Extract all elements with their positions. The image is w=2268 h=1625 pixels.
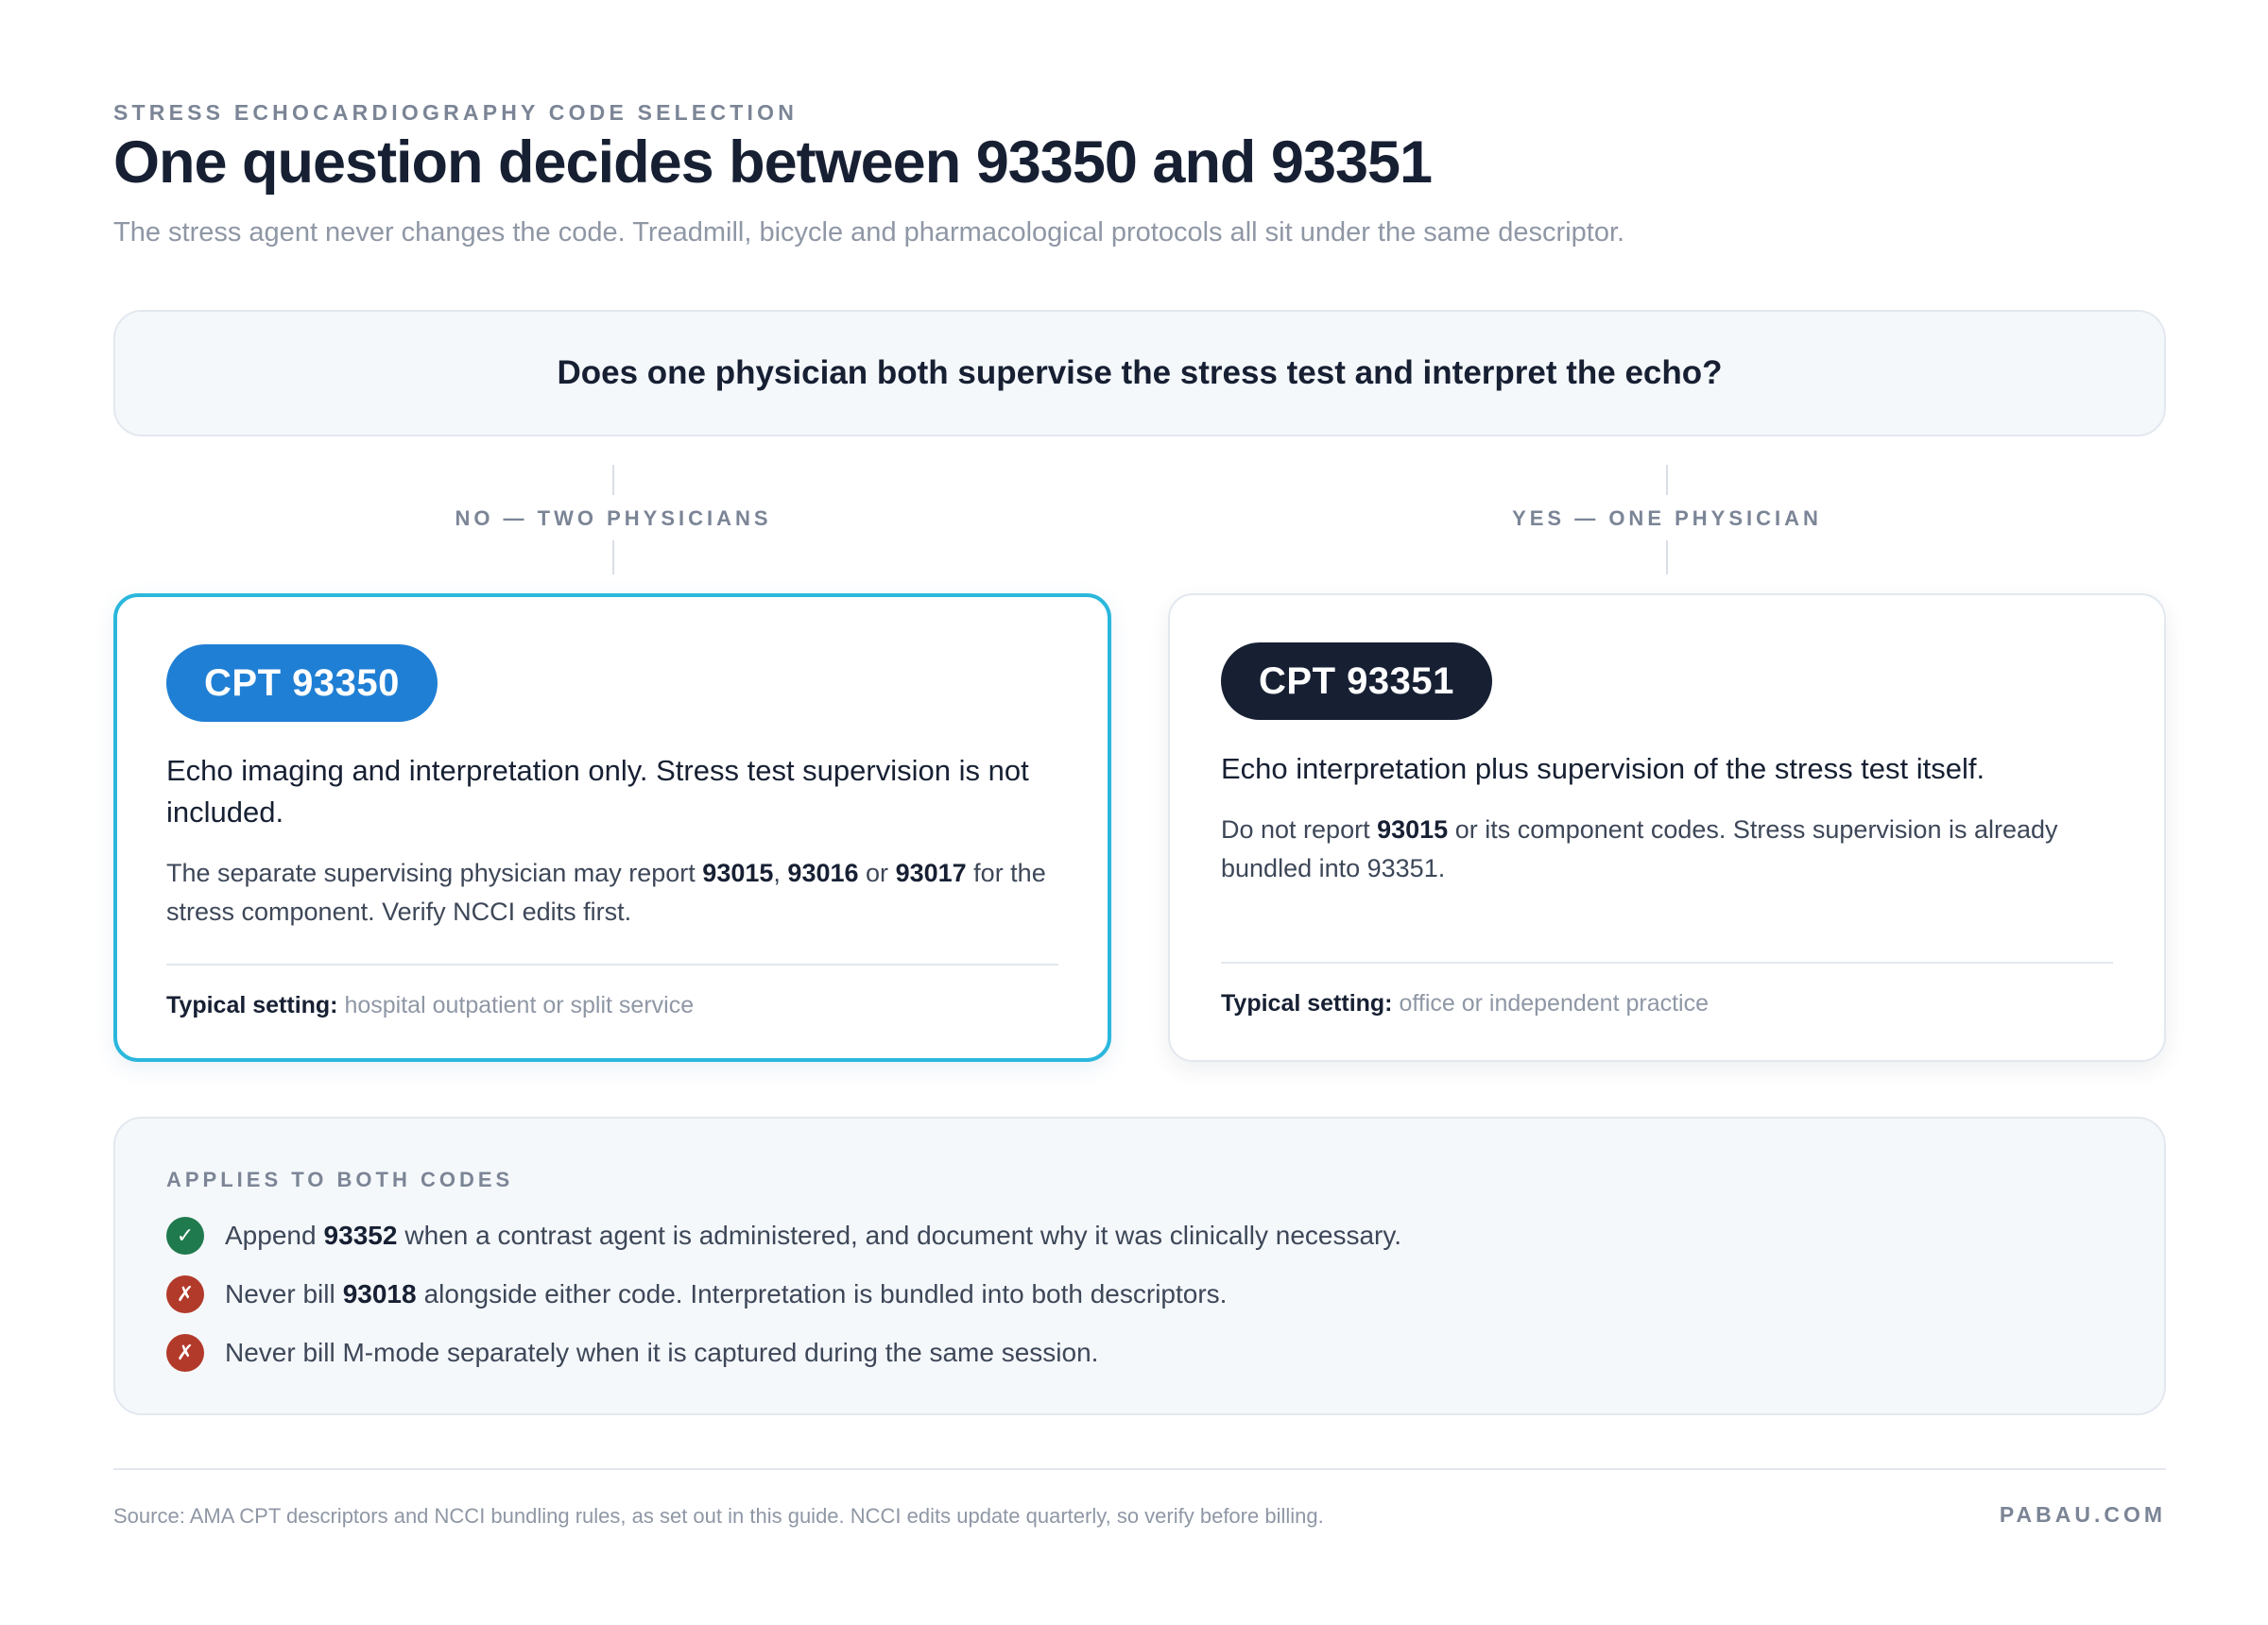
body-text: or its component codes. Stress supervision is already bundled into 93351. [1221,815,2058,882]
applies-panel [113,1117,2166,1415]
subtitle: The stress agent never changes the code. Treadmill, bicycle and pharmacological protocols all sit under the same descriptor. [113,217,1625,248]
source-note: Source: AMA CPT descriptors and NCCI bundling rules, as set out in this guide. NCCI edits update quarterly, so verify before billing. [113,1504,1324,1528]
branch-line-no-top [612,465,614,495]
brand-wordmark: PABAU.COM [1999,1502,2166,1527]
card-93351-body [1221,811,2113,888]
code-pill-93350: CPT 93350 [166,644,438,722]
card-divider [1221,962,2113,964]
setting-label: Typical setting: [166,992,338,1018]
rule-item [166,1334,1098,1372]
rule-text: Never bill [225,1279,335,1309]
rule-item [166,1275,1227,1313]
rule-text: alongside either code. Interpretation is bundled into both descriptors. [423,1279,1228,1309]
rule-code: 93018 [342,1279,417,1309]
cross-icon: ✗ [166,1275,204,1313]
body-text: The separate supervising physician may report [166,859,696,887]
rule-text: Append [225,1221,317,1250]
branch-line-no-bottom [612,540,614,574]
setting-value: office or independent practice [1399,990,1710,1017]
rule-item [166,1217,1401,1255]
check-icon: ✓ [166,1217,204,1255]
body-text: , [773,859,781,887]
question-text: Does one physician both supervise the stress test and interpret the echo? [557,354,1723,391]
rule-code: 93352 [323,1221,398,1250]
code-93015: 93015 [702,859,774,887]
setting-value: hospital outpatient or split service [344,992,695,1018]
page-title: One question decides between 93350 and 93351 [113,129,1433,196]
card-93351-lead: Echo interpretation plus supervision of the stress test itself. [1221,752,1985,785]
code-93017: 93017 [895,859,967,887]
body-text: or [866,859,889,887]
card-93351-content [1221,595,2113,1060]
card-93350-body [166,854,1058,932]
card-93350-content [166,597,1058,1058]
card-93351 [1168,593,2166,1062]
question-box [113,310,2166,436]
code-93016: 93016 [787,859,859,887]
card-divider [166,964,1058,966]
card-93350 [113,593,1111,1062]
rule-text: Never bill M-mode separately when it is captured during the same session. [225,1338,1099,1367]
eyebrow: STRESS ECHOCARDIOGRAPHY CODE SELECTION [113,100,799,125]
body-text: Do not report [1221,815,1370,844]
footer-divider [113,1468,2166,1470]
applies-label: APPLIES TO BOTH CODES [166,1168,514,1191]
typical-setting [166,992,694,1019]
cross-icon: ✗ [166,1334,204,1372]
setting-label: Typical setting: [1221,990,1393,1017]
branch-label-yes: YES — ONE PHYSICIAN [1512,506,1822,530]
rule-text: when a contrast agent is administered, and document why it was clinically necessary. [404,1221,1402,1250]
code-93015: 93015 [1377,815,1449,844]
card-93350-lead: Echo imaging and interpretation only. Stress test supervision is not included. [166,754,1029,829]
branch-label-no: NO — TWO PHYSICIANS [455,506,772,530]
code-pill-93351: CPT 93351 [1221,642,1492,720]
branch-line-yes-bottom [1666,540,1668,574]
body-text: for the stress component. Verify NCCI edits first. [166,859,1046,926]
branch-line-yes-top [1666,465,1668,495]
typical-setting [1221,990,1709,1018]
